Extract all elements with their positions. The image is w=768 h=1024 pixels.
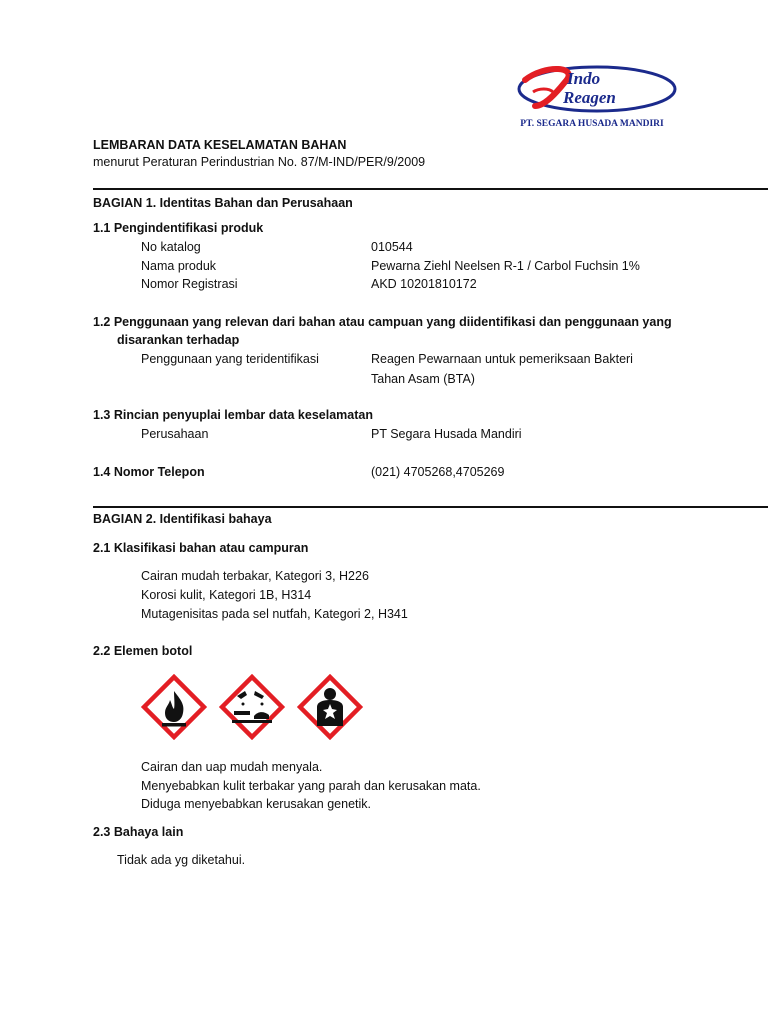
section-2-title: BAGIAN 2. Identifikasi bahaya bbox=[93, 512, 272, 526]
company-logo bbox=[505, 62, 680, 132]
hazard-statement: Diduga menyebabkan kerusakan genetik. bbox=[141, 797, 372, 811]
classification-item: Mutagenisitas pada sel nutfah, Kategori 2, H341 bbox=[141, 607, 408, 621]
registration-value: AKD 10201810172 bbox=[371, 277, 477, 291]
registration-label: Nomor Registrasi bbox=[141, 277, 238, 291]
catalog-label: No katalog bbox=[141, 240, 201, 254]
identified-use-value: Reagen Pewarnaan untuk pemeriksaan Bakteri bbox=[371, 352, 633, 366]
catalog-value: 010544 bbox=[371, 240, 413, 254]
divider-2 bbox=[93, 506, 768, 508]
hazard-statement: Menyebabkan kulit terbakar yang parah dan kerusakan mata. bbox=[141, 779, 481, 793]
section-1-4-heading: 1.4 Nomor Telepon bbox=[93, 465, 205, 479]
company-label: Perusahaan bbox=[141, 427, 209, 441]
product-name-label: Nama produk bbox=[141, 259, 217, 273]
identified-use-value-cont: Tahan Asam (BTA) bbox=[371, 372, 475, 386]
company-value: PT Segara Husada Mandiri bbox=[371, 427, 522, 441]
logo-company: PT. SEGARA HUSADA MANDIRI bbox=[520, 119, 664, 129]
classification-item: Korosi kulit, Kategori 1B, H314 bbox=[141, 588, 312, 602]
section-1-1-heading: 1.1 Pengindentifikasi produk bbox=[93, 221, 264, 235]
section-1-2-heading-cont: disarankan terhadap bbox=[117, 333, 240, 347]
corrosion-icon bbox=[219, 674, 285, 740]
document-subtitle: menurut Peraturan Perindustrian No. 87/M-IND/PER/9/2009 bbox=[93, 155, 426, 169]
other-hazards-text: Tidak ada yg diketahui. bbox=[117, 853, 246, 867]
section-1-title: BAGIAN 1. Identitas Bahan dan Perusahaan bbox=[93, 196, 353, 210]
hazard-statement: Cairan dan uap mudah menyala. bbox=[141, 760, 323, 774]
classification-item: Cairan mudah terbakar, Kategori 3, H226 bbox=[141, 569, 369, 583]
identified-use-label: Penggunaan yang teridentifikasi bbox=[141, 352, 319, 366]
logo-line1: Indo bbox=[567, 69, 601, 88]
divider-1 bbox=[93, 188, 768, 190]
phone-value: (021) 4705268,4705269 bbox=[371, 465, 505, 479]
section-2-1-heading: 2.1 Klasifikasi bahan atau campuran bbox=[93, 541, 309, 555]
section-2-3-heading: 2.3 Bahaya lain bbox=[93, 825, 184, 839]
flame-icon bbox=[141, 674, 207, 740]
section-2-2-heading: 2.2 Elemen botol bbox=[93, 644, 193, 658]
document-title: LEMBARAN DATA KESELAMATAN BAHAN bbox=[93, 138, 347, 152]
health-hazard-icon bbox=[297, 674, 363, 740]
section-1-3-heading: 1.3 Rincian penyuplai lembar data keselamatan bbox=[93, 408, 373, 422]
product-name-value: Pewarna Ziehl Neelsen R-1 / Carbol Fuchsin 1% bbox=[371, 259, 640, 273]
logo-line2: Reagen bbox=[563, 88, 616, 107]
section-1-2-heading: 1.2 Penggunaan yang relevan dari bahan atau campuan yang diidentifikasi dan penggunaan yang bbox=[93, 315, 672, 329]
